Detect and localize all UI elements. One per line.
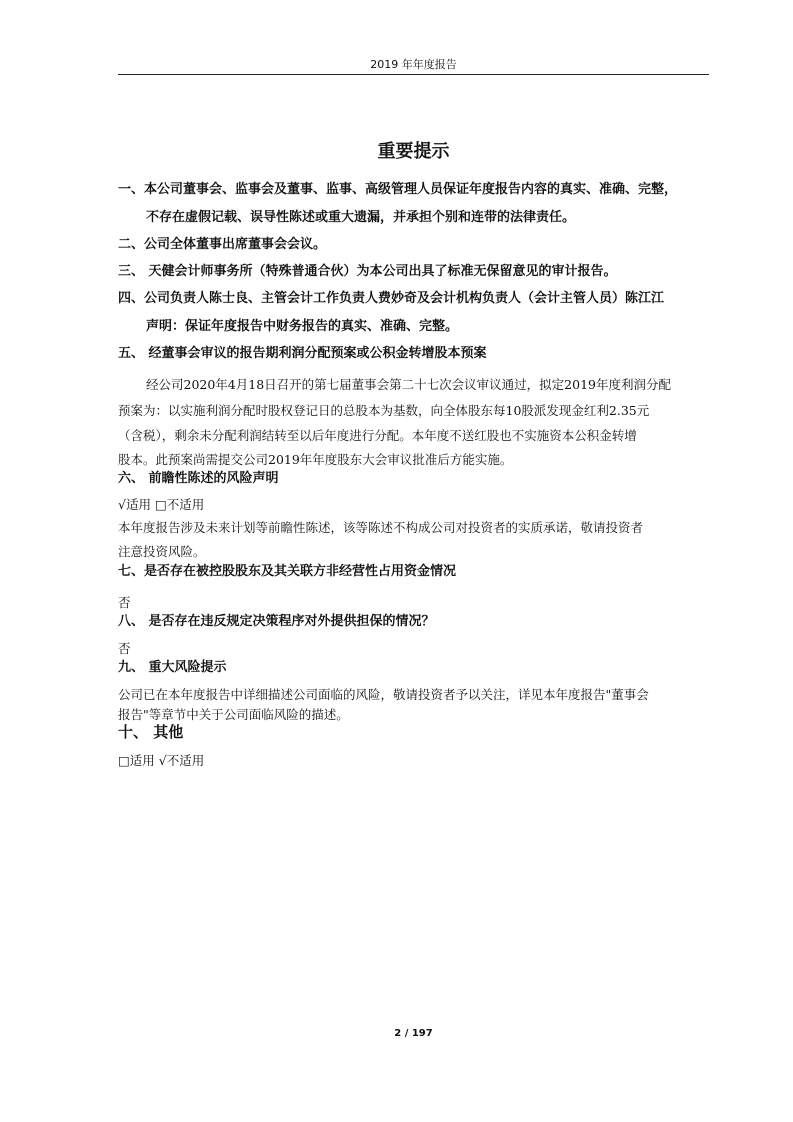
item-7-heading: 七、是否存在被控股股东及其关联方非经营性占用资金情况 <box>118 564 457 579</box>
item-4-line-1: 四、公司负责人陈士良、主管会计工作负责人费妙奇及会计机构负责人（会计主管人员）陈江江 <box>118 291 665 306</box>
page-title: 重要提示 <box>377 141 450 162</box>
item-9-paragraph-line-2: 报告"等章节中关于公司面临风险的描述。 <box>118 707 349 722</box>
item-1-line-2: 不存在虚假记载、误导性陈述或重大遗漏，并承担个别和连带的法律责任。 <box>146 210 576 225</box>
item-7-answer: 否 <box>118 595 131 610</box>
item-5-paragraph-line-1: 经公司2020年4月18日召开的第七届董事会第二十七次会议审议通过，拟定2019年度利润分配 <box>146 377 671 392</box>
page-number: 2 / 197 <box>394 1028 433 1039</box>
item-6-heading: 六、 前瞻性陈述的风险声明 <box>118 471 279 486</box>
item-6-applicability: √适用 □不适用 <box>118 497 205 512</box>
item-5-paragraph-line-4: 股本。此预案尚需提交公司2019年年度股东大会审议批准后方能实施。 <box>118 452 513 467</box>
item-10-applicability: □适用 √不适用 <box>118 753 205 768</box>
running-header: 2019 年年度报告 <box>370 58 457 71</box>
item-5-paragraph-line-3: （含税），剩余未分配利润结转至以后年度进行分配。本年度不送红股也不实施资本公积金转增 <box>118 428 637 443</box>
item-8-answer: 否 <box>118 641 131 656</box>
item-3: 三、 天健会计师事务所（特殊普通合伙）为本公司出具了标准无保留意见的审计报告。 <box>118 264 617 279</box>
item-1-line-1: 一、本公司董事会、监事会及董事、监事、高级管理人员保证年度报告内容的真实、准确、完整， <box>118 182 678 197</box>
item-10-heading: 十、 其他 <box>118 723 184 741</box>
item-5-heading: 五、 经董事会审议的报告期利润分配预案或公积金转增股本预案 <box>118 346 487 361</box>
item-6-paragraph-line-1: 本年度报告涉及未来计划等前瞻性陈述，该等陈述不构成公司对投资者的实质承诺，敬请投资者 <box>118 520 644 535</box>
item-2: 二、公司全体董事出席董事会会议。 <box>118 237 327 252</box>
header-rule <box>118 74 709 75</box>
item-9-paragraph-line-1: 公司已在本年度报告中详细描述公司面临的风险，敬请投资者予以关注，详见本年度报告"董事会 <box>118 687 649 702</box>
item-9-heading: 九、 重大风险提示 <box>118 660 227 675</box>
item-6-paragraph-line-2: 注意投资风险。 <box>118 544 206 559</box>
item-4-line-2: 声明：保证年度报告中财务报告的真实、准确、完整。 <box>146 319 459 334</box>
item-8-heading: 八、 是否存在违反规定决策程序对外提供担保的情况？ <box>118 614 435 629</box>
item-5-paragraph-line-2: 预案为：以实施利润分配时股权登记日的总股本为基数，向全体股东每10股派发现金红利2.35元 <box>118 403 650 418</box>
